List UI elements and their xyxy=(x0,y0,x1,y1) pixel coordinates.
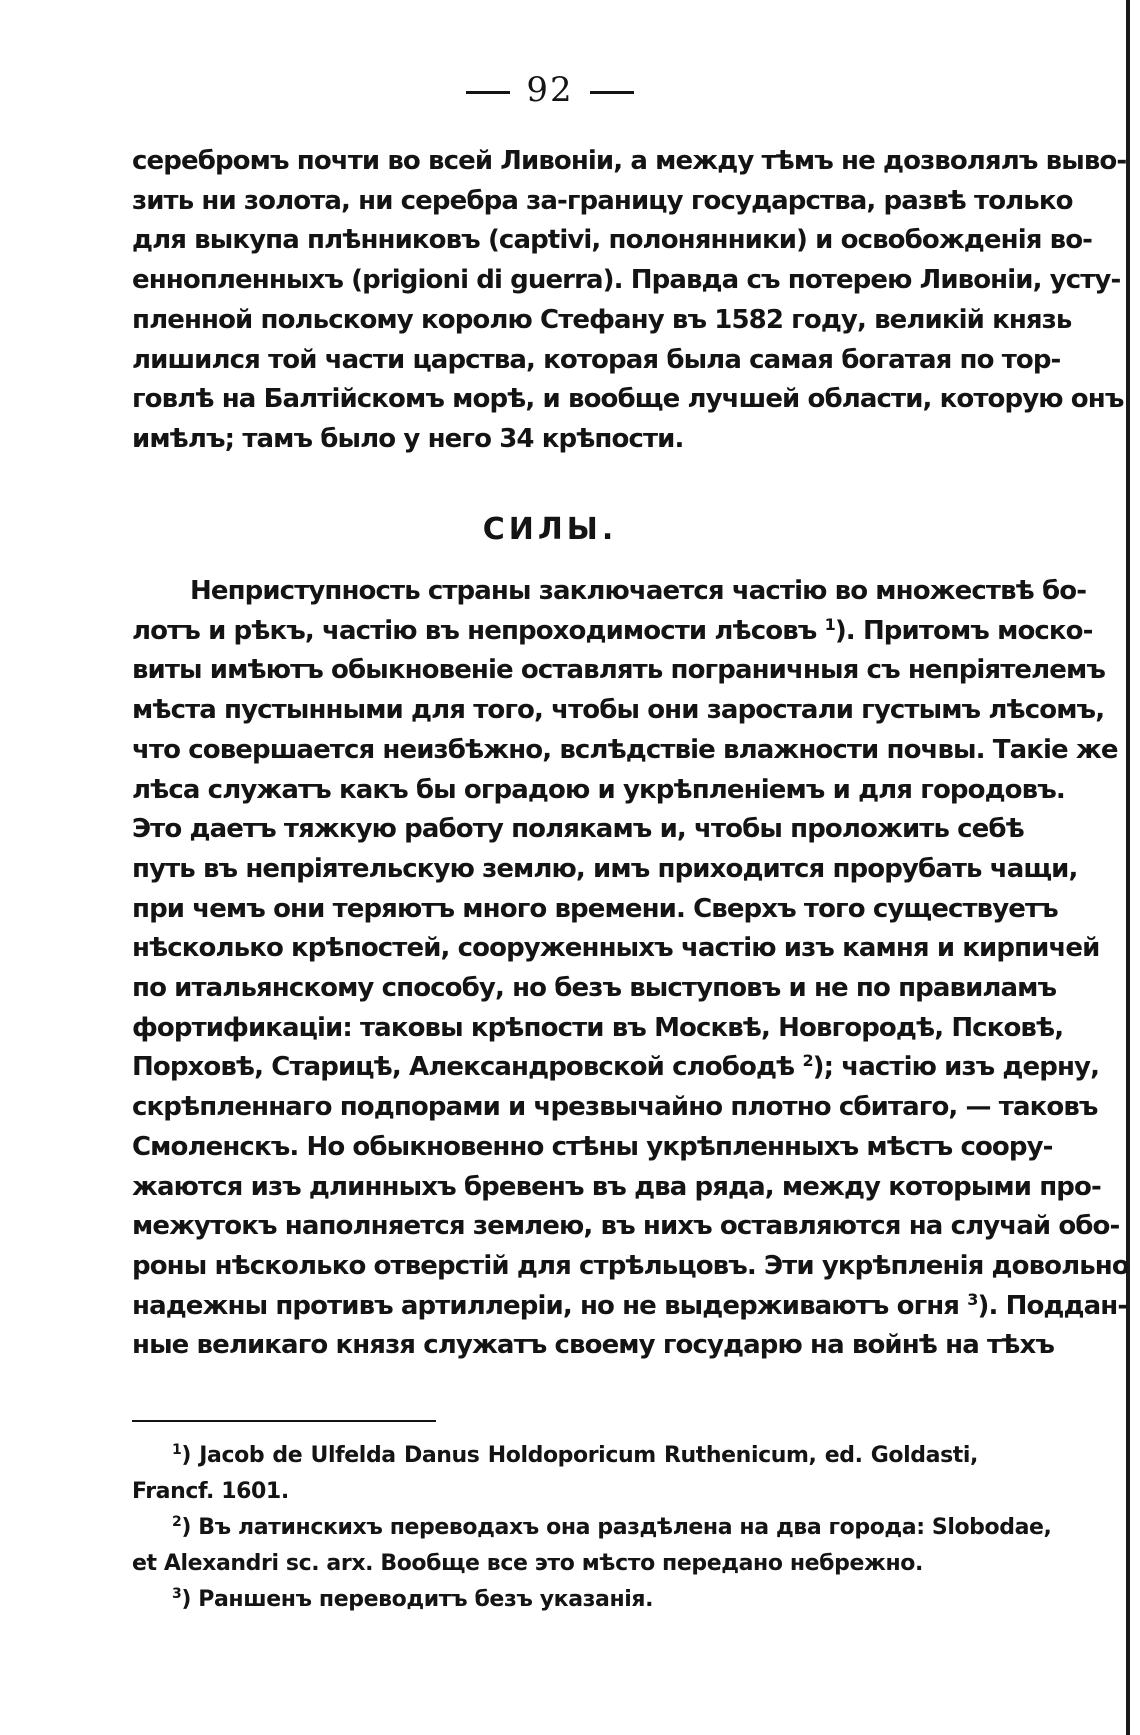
footnote-marker: 3 xyxy=(172,1586,182,1602)
text-line xyxy=(132,771,1065,811)
page-number xyxy=(0,70,1100,110)
text-line xyxy=(132,612,1093,652)
line-text: межутокъ наполняется землею, въ нихъ оставляются на случай обо- xyxy=(132,1211,1120,1242)
text-line xyxy=(132,1168,1101,1208)
line-text: мѣста пустынными для того, чтобы они заростали густымъ лѣсомъ, xyxy=(132,695,1105,726)
footnote-1 xyxy=(132,1438,978,1510)
text-line xyxy=(132,850,1078,890)
text-line xyxy=(132,691,1105,731)
line-text: Порховѣ, Старицѣ, Александровской слободѣ xyxy=(132,1052,803,1083)
text-line: зить ни золота, ни серебра за-границу государства, развѣ только xyxy=(132,185,1073,216)
line-text: надежны противъ артиллеріи, но не выдерживаютъ огня xyxy=(132,1290,968,1321)
line-text: Неприступность страны заключается частію во множествѣ бо- xyxy=(190,576,1087,606)
text-line: еннопленныхъ (prigioni di guerra). Правда съ потерею Ливоніи, усту- xyxy=(132,265,1121,296)
text-line: лишился той части царства, которая была самая богатая по тор- xyxy=(132,344,1061,375)
text-line xyxy=(132,1326,1054,1366)
footnote-line: $^1$) Jacob de Ulfelda Danus Holdoporicum Ruthenicum, ed. Goldasti, xyxy=(172,1442,978,1468)
footnote-text: Раншенъ переводитъ безъ указанія. xyxy=(198,1587,654,1612)
footnote-line: et Alexandri sc. arx. Вообще все это мѣсто передано небрежно. xyxy=(132,1551,923,1576)
paragraph-livonia xyxy=(132,142,1127,460)
line-text: Смоленскъ. Но обыкновенно стѣны укрѣпленныхъ мѣстъ соору- xyxy=(132,1131,1053,1162)
footnote-marker: 2 xyxy=(172,1514,182,1530)
line-text: по итальянскому способу, но безъ выступовъ и не по правиламъ xyxy=(132,973,1057,1004)
line-text: скрѣпленнаго подпорами и чрезвычайно плотно сбитаго, — таковъ xyxy=(132,1092,1098,1123)
line-text: ). Поддан- xyxy=(977,1290,1128,1321)
line-text: фортификаціи: таковы крѣпости въ Москвѣ, Новгородѣ, Псковѣ, xyxy=(132,1012,1064,1043)
text-line xyxy=(132,1009,1064,1049)
footnote-separator xyxy=(132,1420,436,1422)
page-number-text: 92 xyxy=(526,70,574,110)
text-line xyxy=(132,651,1106,691)
footnote-text: Въ латинскихъ переводахъ она раздѣлена на два города: Slobodae, xyxy=(198,1515,1052,1540)
text-line xyxy=(132,1207,1120,1247)
text-line xyxy=(132,810,1024,850)
footnote-marker: 1 xyxy=(172,1442,182,1458)
text-line xyxy=(132,929,1100,969)
line-text: при чемъ они теряютъ много времени. Сверхъ того существуетъ xyxy=(132,893,1058,924)
line-text: жаются изъ длинныхъ бревенъ въ два ряда, между которыми про- xyxy=(132,1171,1101,1202)
footnote-ref: 3 xyxy=(967,1289,978,1309)
footnote-2 xyxy=(132,1510,1052,1582)
text-line xyxy=(132,1088,1098,1128)
text-line xyxy=(132,1128,1053,1168)
line-text: ); частію изъ дерну, xyxy=(812,1052,1100,1083)
page-number-dash-left xyxy=(466,91,510,94)
text-line xyxy=(132,1287,1128,1327)
page-number-dash-right xyxy=(590,91,634,94)
text-line xyxy=(132,1247,1129,1287)
line-text: путь въ непріятельскую землю, имъ приходится прорубать чащи, xyxy=(132,853,1078,884)
page-edge-shadow xyxy=(1126,0,1130,1735)
text-line xyxy=(132,572,1087,612)
line-text: лотъ и рѣкъ, частію въ непроходимости лѣсовъ xyxy=(132,615,825,646)
text-line xyxy=(132,731,1118,771)
paragraph-forces xyxy=(132,572,1129,1366)
text-line: имѣлъ; тамъ было у него 34 крѣпости. xyxy=(132,423,684,454)
line-text: ). Притомъ моско- xyxy=(834,615,1093,646)
line-text: роны нѣсколько отверстій для стрѣльцовъ. Эти укрѣпленія довольно xyxy=(132,1250,1129,1281)
line-text: нѣсколько крѣпостей, сооруженныхъ частію изъ камня и кирпичей xyxy=(132,933,1100,964)
footnote-3 xyxy=(132,1582,978,1618)
text-line: для выкупа плѣнниковъ (captivi, полонянники) и освобожденія во- xyxy=(132,225,1093,256)
footnote-line: $^2$) Въ латинскихъ переводахъ она раздѣлена на два города: Slobodae, xyxy=(172,1514,1052,1540)
footnote-ref: 2 xyxy=(802,1051,813,1071)
line-text: ные великаго князя служатъ своему государю на войнѣ на тѣхъ xyxy=(132,1330,1054,1361)
text-line xyxy=(132,1048,1100,1088)
line-text: виты имѣютъ обыкновеніе оставлять пограничныя съ непріятелемъ xyxy=(132,655,1106,686)
text-line: пленной польскому королю Стефану въ 1582 году, великій князь xyxy=(132,304,1072,335)
footnote-text: Jacob de Ulfelda Danus Holdoporicum Ruthenicum, ed. Goldasti, xyxy=(199,1443,978,1468)
footnote-line: Francf. 1601. xyxy=(132,1479,289,1504)
text-line xyxy=(132,969,1057,1009)
line-text: лѣса служатъ какъ бы оградою и укрѣпленіемъ и для городовъ. xyxy=(132,774,1065,805)
footnote-ref: 1 xyxy=(824,614,835,634)
line-text: Это даетъ тяжкую работу полякамъ и, чтобы проложить себѣ xyxy=(132,814,1024,845)
text-line xyxy=(132,890,1058,930)
section-heading: СИЛЫ. xyxy=(482,512,618,547)
text-line: серебромъ почти во всей Ливоніи, а между тѣмъ не дозволялъ выво- xyxy=(132,146,1127,176)
text-line: говлѣ на Балтійскомъ морѣ, и вообще лучшей области, которую онъ xyxy=(132,384,1124,415)
footnotes xyxy=(132,1438,1052,1618)
footnote-line: $^3$) Раншенъ переводитъ безъ указанія. xyxy=(172,1586,654,1612)
line-text: что совершается неизбѣжно, вслѣдствіе влажности почвы. Такіе же xyxy=(132,734,1118,765)
